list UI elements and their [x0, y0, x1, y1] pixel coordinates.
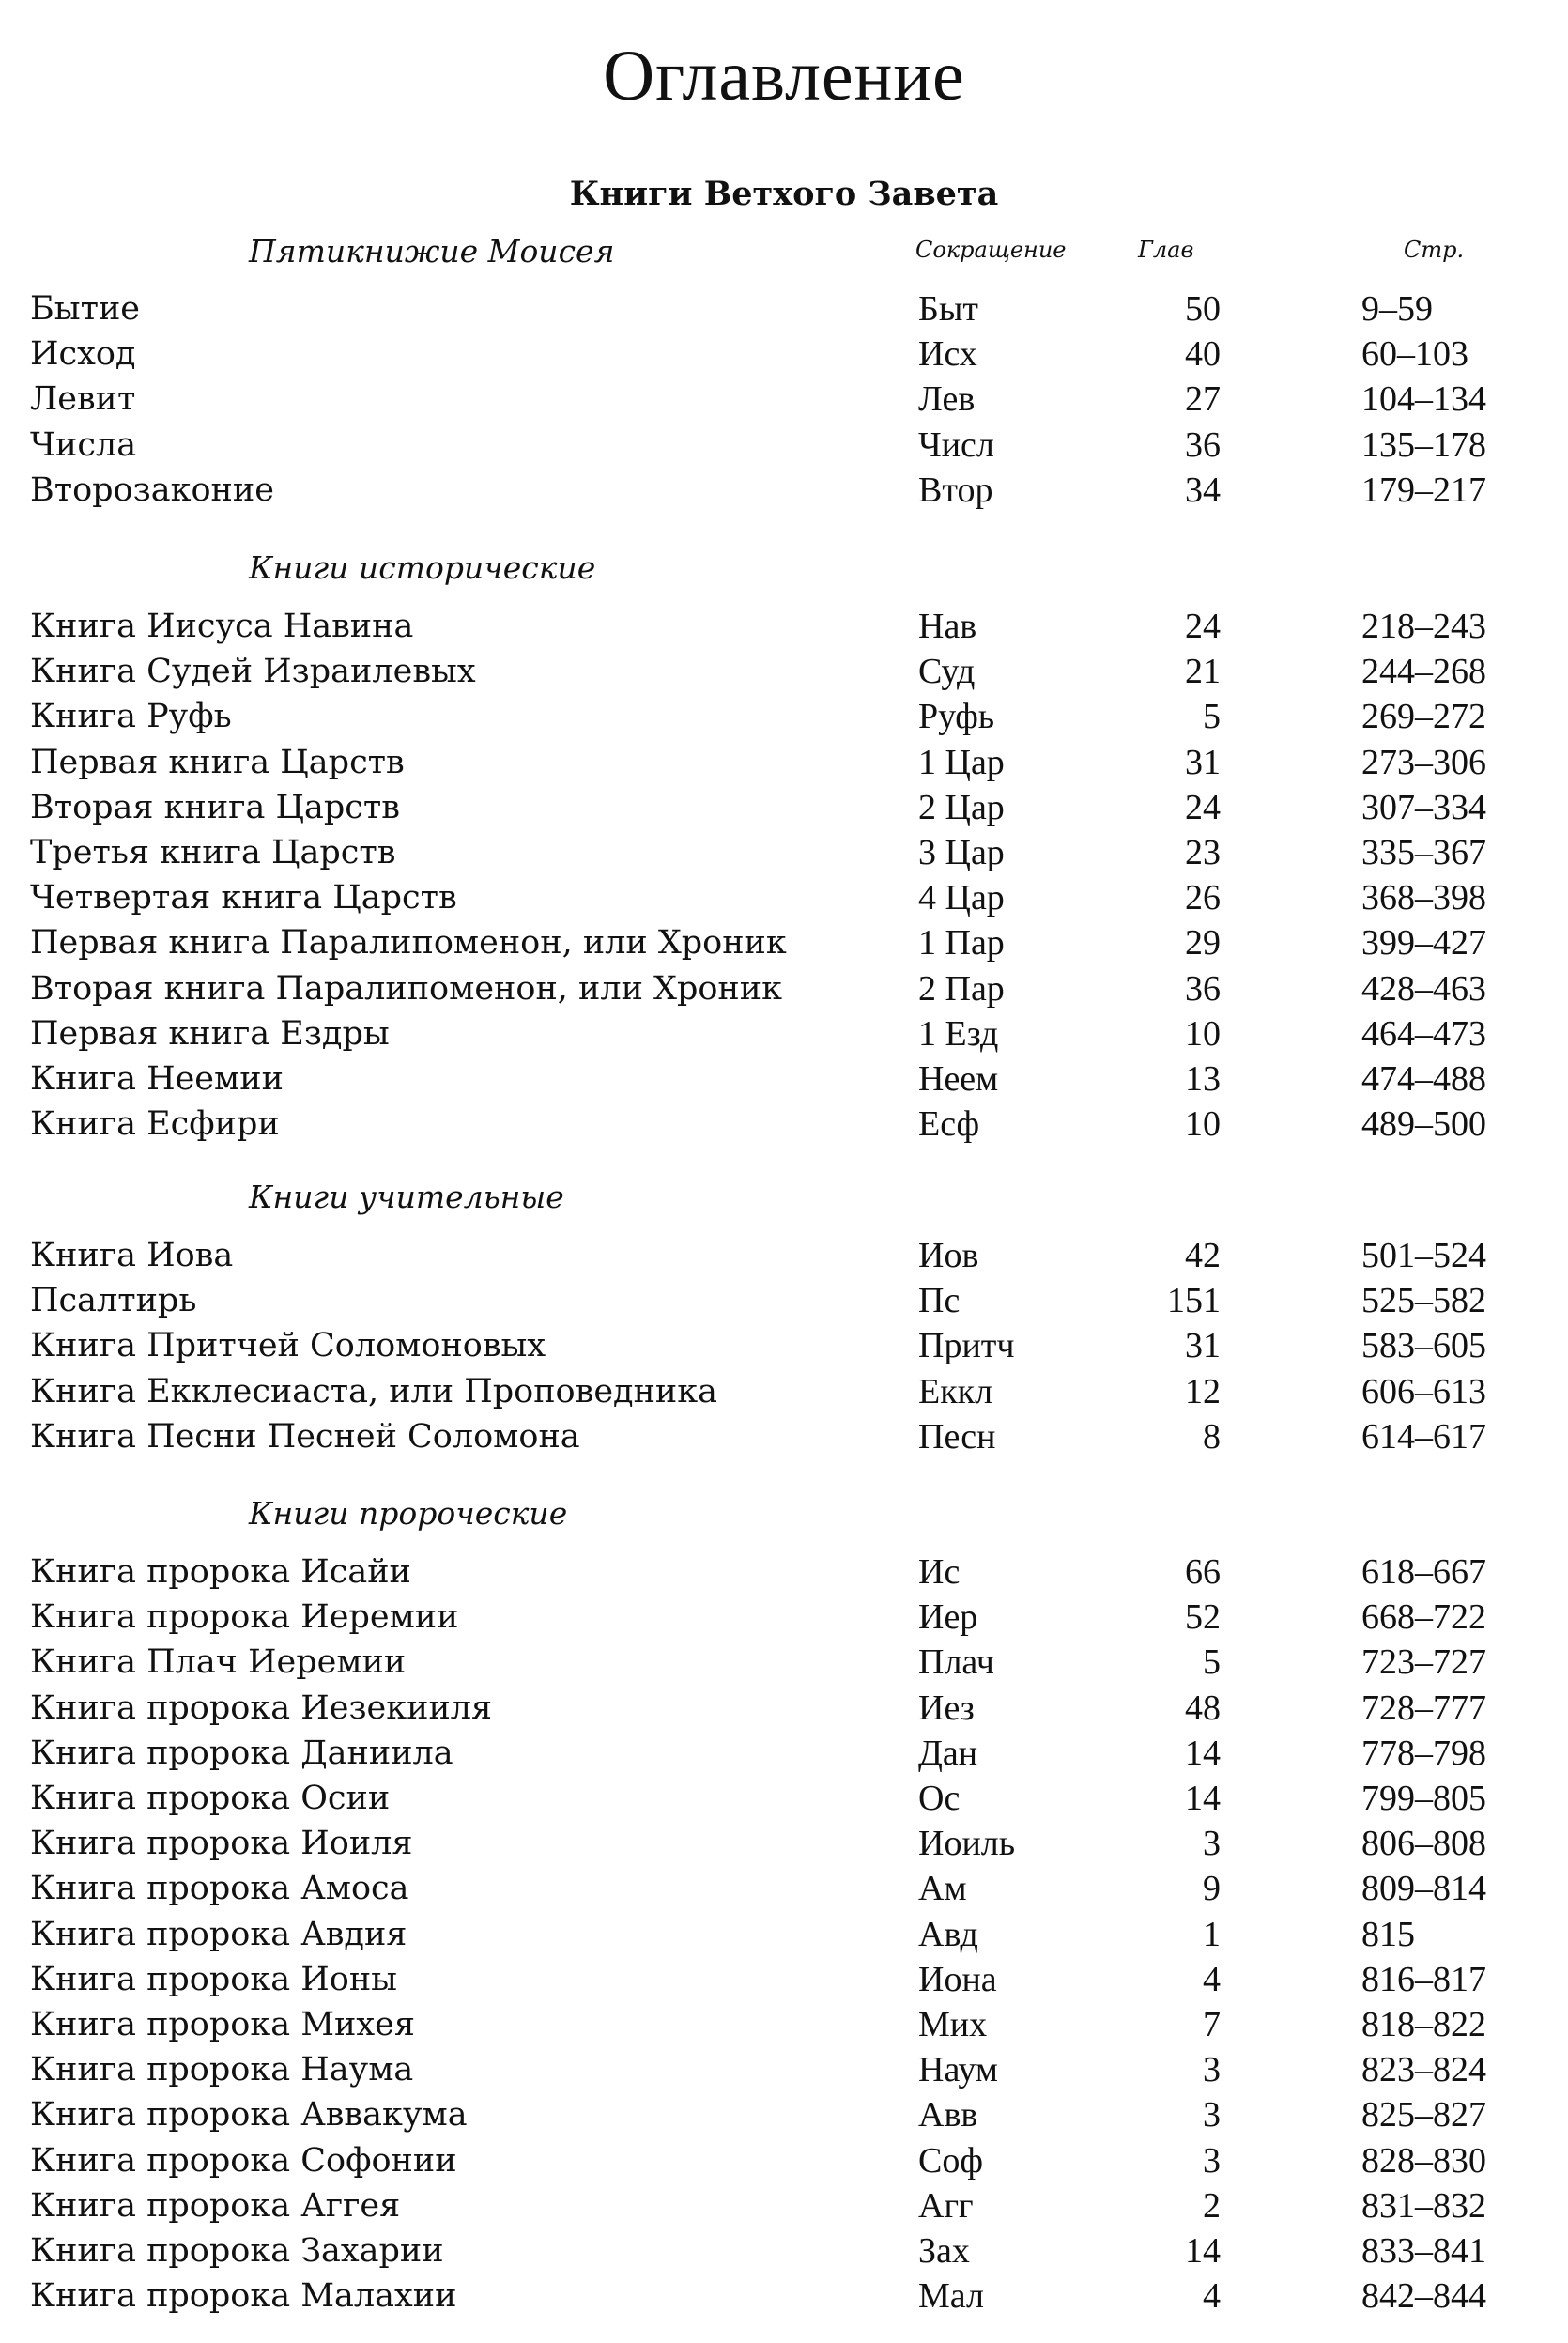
book-pages: 135–178 [1361, 425, 1486, 465]
table-row [0, 377, 1568, 422]
book-name: Первая книга Ездры [30, 1015, 390, 1053]
book-name: Книга пророка Малахии [30, 2277, 457, 2315]
book-chapters: 8 [1203, 1417, 1221, 1457]
book-name: Второзаконие [30, 471, 274, 509]
book-abbreviation: Мал [918, 2276, 984, 2316]
group-title: Пятикнижие Моисея [249, 233, 615, 270]
table-row [0, 1866, 1568, 1911]
table-row [0, 2047, 1568, 2092]
table-row [0, 1102, 1568, 1147]
book-name: Вторая книга Царств [30, 789, 400, 826]
book-pages: 307–334 [1361, 788, 1486, 827]
book-abbreviation: Мих [918, 2005, 988, 2044]
book-pages: 606–613 [1361, 1372, 1486, 1411]
book-chapters: 23 [1185, 833, 1221, 872]
book-pages: 335–367 [1361, 833, 1486, 872]
book-chapters: 50 [1185, 289, 1221, 329]
book-name: Книга Руфь [30, 698, 232, 735]
book-abbreviation: Зах [918, 2231, 970, 2271]
book-name: Левит [30, 380, 136, 418]
book-abbreviation: 2 Пар [918, 969, 1005, 1009]
book-chapters: 14 [1185, 1779, 1221, 1818]
book-chapters: 5 [1203, 1642, 1221, 1682]
book-abbreviation: Быт [918, 289, 978, 329]
book-abbreviation: Песн [918, 1417, 996, 1457]
book-abbreviation: Руфь [918, 697, 995, 736]
book-pages: 668–722 [1361, 1597, 1486, 1637]
table-row [0, 1731, 1568, 1776]
book-chapters: 12 [1185, 1372, 1221, 1411]
table-row [0, 2002, 1568, 2047]
book-name: Книга пророка Иезекииля [30, 1689, 493, 1727]
book-name: Книга Плач Иеремии [30, 1643, 407, 1681]
book-pages: 464–473 [1361, 1014, 1486, 1054]
book-pages: 833–841 [1361, 2231, 1486, 2271]
book-abbreviation: 1 Езд [918, 1014, 999, 1054]
book-chapters: 24 [1185, 607, 1221, 646]
book-chapters: 4 [1203, 1960, 1221, 1999]
table-row [0, 920, 1568, 965]
book-name: Книга Иова [30, 1237, 234, 1274]
book-name: Третья книга Царств [30, 834, 396, 871]
book-abbreviation: Лев [918, 379, 976, 419]
book-chapters: 31 [1185, 1326, 1221, 1365]
table-row [0, 1957, 1568, 2002]
book-name: Книга Есфири [30, 1105, 280, 1143]
book-pages: 815 [1361, 1915, 1415, 1954]
table-row [0, 2092, 1568, 2137]
table-row [0, 286, 1568, 331]
table-row [0, 1278, 1568, 1323]
book-name: Книга Притчей Соломоновых [30, 1327, 546, 1364]
table-row [0, 1549, 1568, 1595]
book-name: Книга пророка Иеремии [30, 1598, 459, 1636]
table-row [0, 1414, 1568, 1459]
book-name: Книга Судей Израилевых [30, 653, 476, 690]
book-pages: 806–808 [1361, 1824, 1486, 1863]
book-name: Книга пророка Аггея [30, 2187, 401, 2225]
testament-heading: Книги Ветхого Завета [569, 175, 999, 213]
book-chapters: 40 [1185, 334, 1221, 374]
table-row [0, 1821, 1568, 1866]
book-abbreviation: Суд [918, 652, 976, 691]
book-abbreviation: 1 Цар [918, 743, 1005, 782]
book-name: Псалтирь [30, 1282, 197, 1319]
book-name: Первая книга Царств [30, 744, 405, 781]
book-name: Книга пророка Амоса [30, 1870, 409, 1907]
book-name: Книга пророка Захарии [30, 2232, 444, 2270]
book-abbreviation: Исх [918, 334, 977, 374]
book-chapters: 52 [1185, 1597, 1221, 1637]
table-row [0, 1912, 1568, 1957]
book-chapters: 4 [1203, 2276, 1221, 2316]
book-abbreviation: Неем [918, 1059, 999, 1099]
table-row [0, 604, 1568, 649]
book-pages: 823–824 [1361, 2050, 1486, 2089]
book-abbreviation: Еккл [918, 1372, 993, 1411]
table-row [0, 468, 1568, 513]
table-row [0, 1056, 1568, 1102]
book-name: Вторая книга Паралипоменон, или Хроник [30, 970, 782, 1008]
book-chapters: 14 [1185, 1734, 1221, 1773]
book-abbreviation: Плач [918, 1642, 994, 1682]
book-chapters: 3 [1203, 2095, 1221, 2135]
book-pages: 799–805 [1361, 1779, 1486, 1818]
book-abbreviation: Наум [918, 2050, 998, 2089]
book-name: Книга пророка Михея [30, 2006, 415, 2043]
table-row [0, 966, 1568, 1011]
book-name: Книга пророка Софонии [30, 2142, 457, 2180]
book-chapters: 10 [1185, 1104, 1221, 1144]
book-chapters: 7 [1203, 2005, 1221, 2044]
book-pages: 614–617 [1361, 1417, 1486, 1457]
book-chapters: 5 [1203, 697, 1221, 736]
book-pages: 842–844 [1361, 2276, 1486, 2316]
book-abbreviation: Соф [918, 2141, 983, 2181]
book-chapters: 3 [1203, 2050, 1221, 2089]
book-chapters: 34 [1185, 470, 1221, 510]
book-abbreviation: Иер [918, 1597, 978, 1637]
book-name: Книга пророка Аввакума [30, 2096, 468, 2134]
book-chapters: 29 [1185, 923, 1221, 963]
table-row [0, 1369, 1568, 1414]
book-pages: 618–667 [1361, 1552, 1486, 1592]
book-pages: 501–524 [1361, 1236, 1486, 1275]
book-abbreviation: Числ [918, 425, 994, 465]
book-chapters: 2 [1203, 2186, 1221, 2226]
book-abbreviation: Ис [918, 1552, 961, 1592]
page-title: Оглавление [603, 37, 965, 116]
table-row [0, 2183, 1568, 2228]
book-abbreviation: 4 Цар [918, 878, 1005, 917]
book-name: Книга пророка Ионы [30, 1961, 397, 1998]
book-chapters: 3 [1203, 1824, 1221, 1863]
book-abbreviation: Иов [918, 1236, 979, 1275]
table-row [0, 1233, 1568, 1278]
book-chapters: 26 [1185, 878, 1221, 917]
book-chapters: 13 [1185, 1059, 1221, 1099]
table-row [0, 2228, 1568, 2274]
table-row [0, 694, 1568, 739]
book-abbreviation: 2 Цар [918, 788, 1005, 827]
book-name: Книга Екклесиаста, или Проповедника [30, 1373, 717, 1410]
book-pages: 9–59 [1361, 289, 1433, 329]
book-name: Книга пророка Исайи [30, 1553, 411, 1591]
book-abbreviation: Ам [918, 1869, 967, 1908]
book-chapters: 66 [1185, 1552, 1221, 1592]
book-pages: 825–827 [1361, 2095, 1486, 2135]
book-abbreviation: Авв [918, 2095, 978, 2135]
book-pages: 818–822 [1361, 2005, 1486, 2044]
book-name: Книга пророка Даниила [30, 1734, 453, 1772]
book-pages: 368–398 [1361, 878, 1486, 917]
book-abbreviation: Дан [918, 1734, 978, 1773]
book-chapters: 1 [1203, 1915, 1221, 1954]
book-pages: 828–830 [1361, 2141, 1486, 2181]
book-abbreviation: Пс [918, 1281, 961, 1320]
book-abbreviation: Втор [918, 470, 993, 510]
book-name: Книга пророка Иоиля [30, 1825, 413, 1862]
book-pages: 269–272 [1361, 697, 1486, 736]
book-chapters: 21 [1185, 652, 1221, 691]
group-title: Книги пророческие [249, 1495, 568, 1532]
book-abbreviation: Нав [918, 607, 977, 646]
table-row [0, 1323, 1568, 1368]
book-pages: 525–582 [1361, 1281, 1486, 1320]
table-row [0, 649, 1568, 694]
column-header-chapters: Глав [1138, 237, 1194, 263]
table-row [0, 1011, 1568, 1056]
book-pages: 474–488 [1361, 1059, 1486, 1099]
book-name: Книга пророка Наума [30, 2051, 414, 2089]
book-pages: 60–103 [1361, 334, 1468, 374]
book-pages: 489–500 [1361, 1104, 1486, 1144]
book-pages: 728–777 [1361, 1688, 1486, 1728]
table-row [0, 785, 1568, 830]
book-chapters: 36 [1185, 425, 1221, 465]
book-abbreviation: Есф [918, 1104, 980, 1144]
book-abbreviation: Агг [918, 2186, 974, 2226]
book-name: Исход [30, 335, 136, 373]
book-pages: 218–243 [1361, 607, 1486, 646]
book-pages: 816–817 [1361, 1960, 1486, 1999]
book-abbreviation: 3 Цар [918, 833, 1005, 872]
book-abbreviation: Авд [918, 1915, 978, 1954]
book-chapters: 31 [1185, 743, 1221, 782]
book-chapters: 9 [1203, 1869, 1221, 1908]
table-row [0, 1640, 1568, 1685]
book-name: Книга Иисуса Навина [30, 608, 414, 645]
book-pages: 831–832 [1361, 2186, 1486, 2226]
book-name: Книга Неемии [30, 1060, 284, 1098]
column-header-abbreviation: Сокращение [915, 237, 1067, 263]
book-pages: 778–798 [1361, 1734, 1486, 1773]
table-row [0, 1776, 1568, 1821]
column-header-pages: Стр. [1404, 237, 1465, 263]
book-chapters: 42 [1185, 1236, 1221, 1275]
book-abbreviation: 1 Пар [918, 923, 1005, 963]
group-title: Книги учительные [249, 1179, 564, 1215]
book-pages: 428–463 [1361, 969, 1486, 1009]
book-pages: 179–217 [1361, 470, 1486, 510]
table-row [0, 2138, 1568, 2183]
book-pages: 244–268 [1361, 652, 1486, 691]
table-row [0, 830, 1568, 875]
table-row [0, 875, 1568, 920]
book-name: Книга Песни Песней Соломона [30, 1418, 580, 1456]
group-title: Книги исторические [249, 549, 596, 586]
book-chapters: 3 [1203, 2141, 1221, 2181]
table-row [0, 1595, 1568, 1640]
book-abbreviation: Притч [918, 1326, 1015, 1365]
book-abbreviation: Иез [918, 1688, 975, 1728]
book-pages: 104–134 [1361, 379, 1486, 419]
book-chapters: 10 [1185, 1014, 1221, 1054]
table-row [0, 740, 1568, 785]
book-abbreviation: Иоиль [918, 1824, 1016, 1863]
book-pages: 583–605 [1361, 1326, 1486, 1365]
book-chapters: 14 [1185, 2231, 1221, 2271]
book-chapters: 48 [1185, 1688, 1221, 1728]
table-row [0, 423, 1568, 468]
book-chapters: 36 [1185, 969, 1221, 1009]
book-name: Первая книга Паралипоменон, или Хроник [30, 924, 787, 962]
book-pages: 399–427 [1361, 923, 1486, 963]
book-chapters: 27 [1185, 379, 1221, 419]
book-pages: 723–727 [1361, 1642, 1486, 1682]
book-abbreviation: Иона [918, 1960, 997, 1999]
book-name: Числа [30, 426, 137, 464]
table-row [0, 331, 1568, 377]
table-row [0, 1686, 1568, 1731]
book-name: Четвертая книга Царств [30, 879, 457, 917]
book-chapters: 151 [1167, 1281, 1221, 1320]
book-pages: 809–814 [1361, 1869, 1486, 1908]
book-name: Бытие [30, 290, 140, 328]
book-name: Книга пророка Авдия [30, 1916, 407, 1953]
table-row [0, 2274, 1568, 2319]
book-name: Книга пророка Осии [30, 1780, 391, 1817]
book-pages: 273–306 [1361, 743, 1486, 782]
book-abbreviation: Ос [918, 1779, 961, 1818]
book-chapters: 24 [1185, 788, 1221, 827]
